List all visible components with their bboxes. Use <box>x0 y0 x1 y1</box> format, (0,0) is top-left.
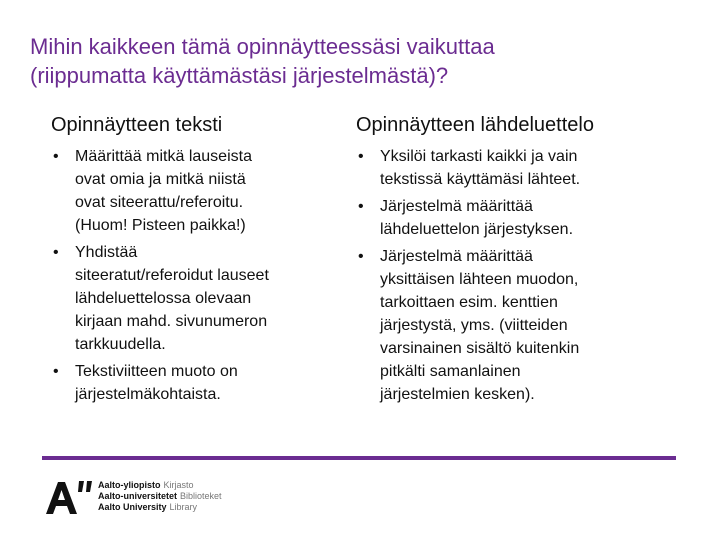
bullet-marker: • <box>358 148 364 165</box>
list-item-line: järjestelmäkohtaista. <box>75 386 221 403</box>
list-item-line: lähdeluettelossa olevaan <box>75 290 252 307</box>
logo-wordmark <box>98 480 222 513</box>
bullet-marker: • <box>358 248 364 265</box>
list-item <box>51 145 341 237</box>
bullet-marker: • <box>53 363 59 380</box>
list-item-line: varsinainen sisältö kuitenkin <box>380 340 580 357</box>
slide-title-line-1: Mihin kaikkeen tämä opinnäytteessäsi vaikuttaa <box>30 34 495 59</box>
right-bullet-list <box>356 145 656 410</box>
list-item-line: Järjestelmä määrittää <box>380 248 533 265</box>
list-item-line: tarkoittaen esim. kenttien <box>380 294 558 311</box>
bullet-marker: • <box>358 198 364 215</box>
slide-title <box>30 32 690 90</box>
list-item <box>51 241 341 356</box>
list-item-line: ovat omia ja mitkä niistä <box>75 171 246 188</box>
slide-title-line-2: (riippumatta käyttämästäsi järjestelmästä)? <box>30 63 449 88</box>
logo-row <box>98 480 222 491</box>
list-item <box>356 195 656 241</box>
list-item-line: Yksilöi tarkasti kaikki ja vain <box>380 148 578 165</box>
list-item-line: lähdeluettelon järjestyksen. <box>380 221 574 238</box>
logo-row <box>98 502 222 513</box>
logo-row-sub: Biblioteket <box>180 491 222 501</box>
list-item-line: Määrittää mitkä lauseista <box>75 148 252 165</box>
logo-row-sub: Kirjasto <box>163 480 194 490</box>
list-item-line: järjestelmien kesken). <box>380 386 535 403</box>
list-item-line: pitkälti samanlainen <box>380 363 521 380</box>
list-item <box>356 245 656 406</box>
logo-row-main: Aalto-yliopisto <box>98 480 161 490</box>
bullet-marker: • <box>53 148 59 165</box>
list-item-line: Yhdistää <box>75 244 138 261</box>
bullet-marker: • <box>53 244 59 261</box>
list-item <box>51 360 341 406</box>
logo-row <box>98 491 222 502</box>
logo-row-main: Aalto-universitetet <box>98 491 178 501</box>
list-item-line: tarkkuudella. <box>75 336 166 353</box>
list-item-line: järjestystä, yms. (viitteiden <box>380 317 568 334</box>
aalto-logo-icon <box>44 478 94 516</box>
list-item-line: yksittäisen lähteen muodon, <box>380 271 579 288</box>
logo-row-main: Aalto University <box>98 502 167 512</box>
left-column-heading: Opinnäytteen teksti <box>51 114 223 136</box>
aalto-library-logo <box>44 478 264 518</box>
list-item-line: kirjaan mahd. sivunumeron <box>75 313 268 330</box>
divider-rule <box>42 456 676 460</box>
list-item-line: Järjestelmä määrittää <box>380 198 533 215</box>
list-item-line: ovat siteerattu/referoitu. <box>75 194 244 211</box>
list-item <box>356 145 656 191</box>
left-bullet-list <box>51 145 341 410</box>
right-column-heading: Opinnäytteen lähdeluettelo <box>356 114 594 136</box>
list-item-line: (Huom! Pisteen paikka!) <box>75 217 246 234</box>
list-item-line: tekstissä käyttämäsi lähteet. <box>380 171 581 188</box>
logo-row-sub: Library <box>169 502 198 512</box>
list-item-line: Tekstiviitteen muoto on <box>75 363 238 380</box>
list-item-line: siteeratut/referoidut lauseet <box>75 267 269 284</box>
